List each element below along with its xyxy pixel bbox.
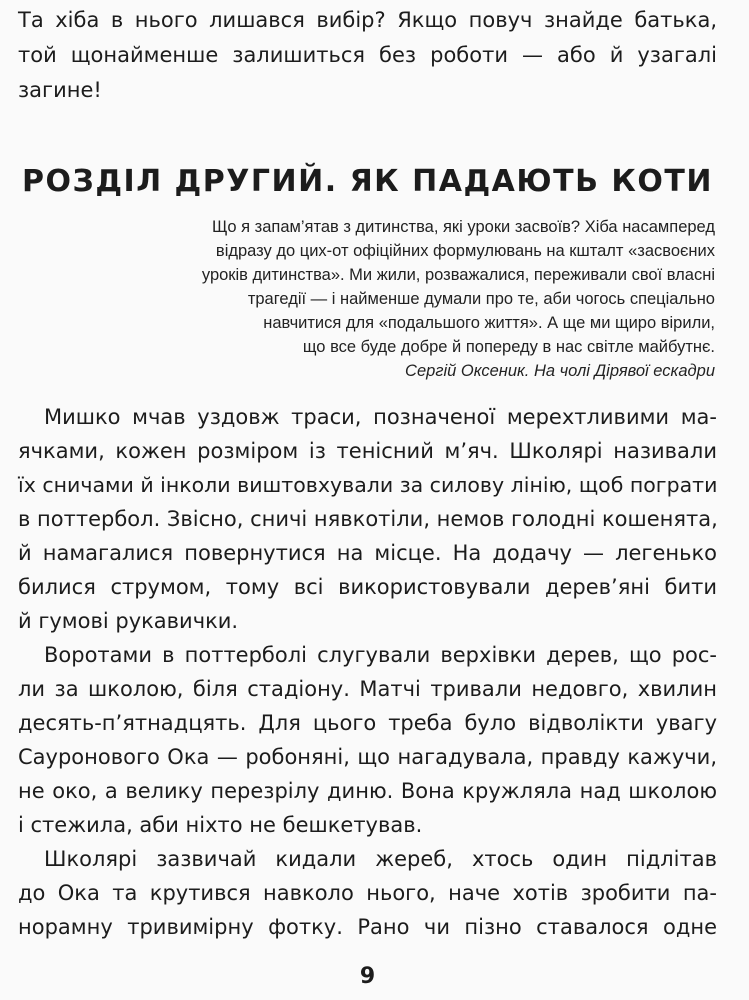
page-number: 9: [359, 964, 376, 989]
text-line: десять-п’ятнадцять. Для цього треба було відволікти увагу: [18, 711, 717, 735]
text-line: Воротами в поттерболі слугували верхівки дерев, що рос-: [44, 643, 717, 667]
book-page: [18, 0, 717, 1000]
text-line: й гумові рукавички.: [18, 609, 239, 633]
text-line: ячками, кожен розміром із тенісний м’яч. Школярі називали: [18, 439, 717, 463]
text-line: Сауронового Ока — робоняні, що нагадувала, правду кажучи,: [18, 745, 717, 769]
text-line: їх сничами й інколи виштовхували за силову лінію, щоб пограти: [18, 473, 718, 497]
text-line: ли за школою, біля стадіону. Матчі тривали недовго, хвилин: [18, 677, 717, 701]
text-line: й намагалися повернутися на місце. На додачу — легенько: [18, 541, 717, 565]
text-line: до Ока та крутився навколо нього, наче хотів зробити па-: [18, 881, 717, 905]
text-line: в поттербол. Звісно, сничі нявкотіли, немов голодні кошенята,: [18, 507, 718, 531]
text-line: загине!: [18, 78, 102, 102]
epigraph-line: відразу до цих-от офіційних формулювань на кшталт «засвоєних: [215, 242, 715, 260]
text-line: Школярі зазвичай кидали жереб, хтось один підлітав: [44, 847, 717, 871]
text-line: Та хіба в нього лишався вибір? Якщо повуч знайде батька,: [18, 8, 717, 32]
text-line: билися струмом, тому всі використовували дерев’яні бити: [18, 575, 717, 599]
epigraph-line: навчитися для «подальшого життя». А ще ми щиро вірили,: [263, 314, 715, 332]
epigraph-line: трагедії — і найменше думали про те, аби чогось спеціально: [247, 290, 715, 308]
epigraph-line: Що я запам’ятав з дитинства, які уроки засвоїв? Хіба насамперед: [211, 218, 715, 236]
text-line: той щонайменше залишиться без роботи — або й узагалі: [18, 43, 717, 67]
epigraph-attribution: Сергій Оксеник. На чолі Дірявої ескадри: [405, 362, 715, 380]
text-line: Мишко мчав уздовж траси, позначеної мерехтливими ма-: [44, 405, 717, 429]
text-line: не око, а велику перезрілу диню. Вона кружляла над школою: [18, 779, 717, 803]
chapter-title: РОЗДІЛ ДРУГИЙ. ЯК ПАДАЮТЬ КОТИ: [22, 164, 713, 199]
epigraph-line: уроків дитинства». Ми жили, розважалися, переживали свої власні: [201, 266, 715, 284]
text-line: і стежила, аби ніхто не бешкетував.: [18, 813, 423, 837]
text-line: норамну тривимірну фотку. Рано чи пізно ставалося одне: [18, 915, 717, 939]
epigraph-line: що все буде добре й попереду в нас світле майбутнє.: [302, 338, 715, 356]
